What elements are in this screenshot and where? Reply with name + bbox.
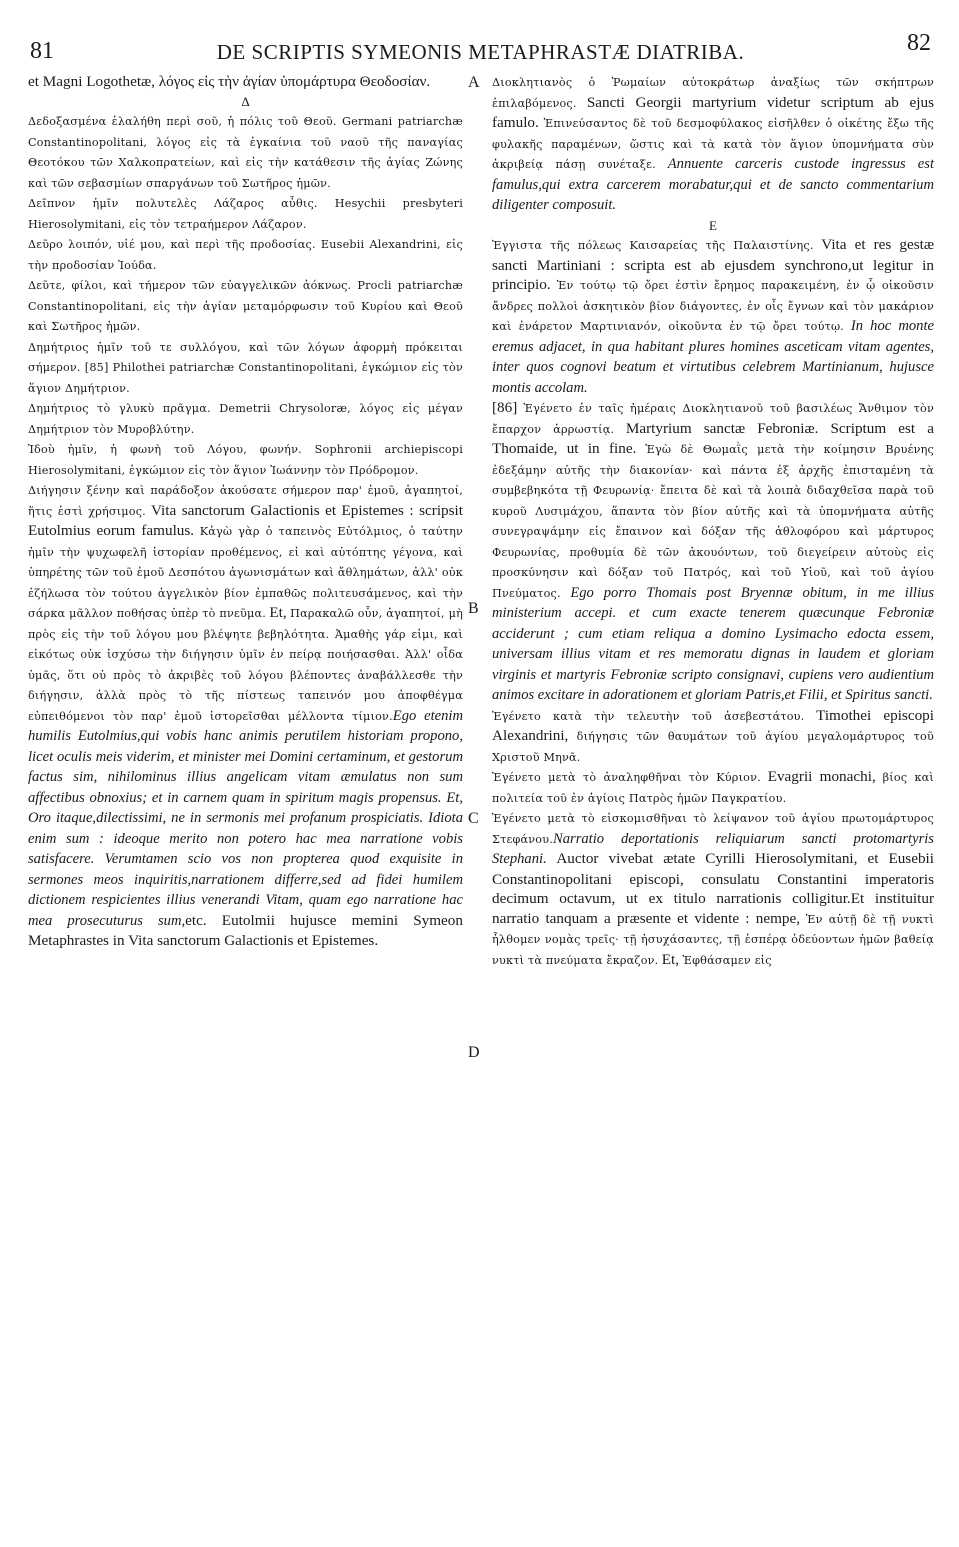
latin-translation: Ego porro Thomais post Bryennæ obitum, in me illius ministerium accepi. et cum exacte tenerem quæcunque Febroniæ acciderunt ; cum etiam reliqua a domino Lysimacho edocta essem, universam illius vitam et res memoratu dignas in laudem et gloriam virginis et martyris Febroniæ scripto consignavi, cupiens vero audientium animos excitare in adorationem et gloriam Patris,et Filii, et Spiritus sancti. [492,584,934,703]
margin-letter-a: A [468,74,480,91]
entry-paragraph [28,439,463,480]
greek-text: διήγησις τῶν θαυμάτων τοῦ ἁγίου μεγαλομάρτυρος τοῦ Χριστοῦ Μηνᾶ. [492,730,934,764]
entry-text: Δεῖπνον ἡμῖν πολυτελὲς Λάζαρος αὖθις. Hesychii presbyteri Hierosolymitani, εἰς τὸν τετραήμερον Λάζαρον. [28,197,463,231]
entry-text: et Magni Logothetæ, λόγος εἰς τὴν ἁγίαν ὑπομάρτυρα Θεοδοσίαν. [28,73,431,90]
greek-incipit: Ἐγένετο ἐν ταῖς ἡμέραις Διοκλητιανοῦ τοῦ βασιλέως Ἄνθιμον τὸν ἔπαρχον ἀρρωστίᾳ. [492,402,934,436]
entry-paragraph [28,234,463,275]
entry-text: Ἰδοὺ ἡμῖν, ἡ φωνὴ τοῦ Λόγου, φωνήν. Sophronii archiepiscopi Hierosolymitani, ἐγκώμιον εἰς τὸν ἅγιον Ἰωάννην τὸν Πρόδρομον. [28,443,463,477]
bracket-number: [86] [492,399,518,416]
latin-title: Timothei episcopi Alexandrini, [492,706,934,744]
greek-quote: Ἐπινεύσαντος δὲ τοῦ δεσμοφύλακος εἰσῆλθεν ὁ οἰκέτης ἔξω τῆς φυλακῆς παραμένων, ὥστις καὶ τὰ κατὰ τὸν ἅγιον ὑπομνήματα σὺν ἀκριβείᾳ πάσῃ συνέταξε. [492,117,934,171]
entry-paragraph [28,111,463,193]
entry-paragraph [28,398,463,439]
entry-paragraph [28,72,463,92]
entry-paragraph [492,235,934,398]
latin-text: etc. Eutolmii hujusce memini Symeon Metaphrastes in Vita sanctorum Galactionis et Epistemes. [28,911,463,949]
entry-paragraph [492,72,934,216]
entry-text: Δεῦρο λοιπόν, υἱέ μου, καὶ περὶ τῆς προδοσίας. Eusebii Alexandrini, εἰς τὴν προδοσίαν Ἰούδα. [28,238,463,272]
entry-paragraph [492,398,934,706]
entry-text: Δημήτριος τὸ γλυκὺ πρᾶγμα. Demetrii Chrysoloræ, λόγος εἰς μέγαν Δημήτριον τὸν Μυροβλύτην. [28,402,463,436]
entry-paragraph [28,275,463,337]
section-letter: Δ [241,93,250,109]
left-column [28,72,463,951]
greek-incipit: Ἐγένετο μετὰ τὸ ἀναληφθῆναι τὸν Κύριον. [492,771,761,784]
greek-quote: Ἐφθάσαμεν εἰς [682,953,772,967]
greek-quote: Ἐν τούτῳ τῷ ὄρει ἐστὶν ἔρημος παρακειμένη, ἐν ᾧ οἰκοῦσιν ἄνδρες πολλοὶ ἀσκητικὸν βίον διάγοντες, ἐν οἷς ἔγνων καὶ τὸν μακάριον καὶ ἐνάρετον Μαρτινιανόν, οἰκοῦντα ἐν τῷ ὄρει τούτῳ. [492,279,934,333]
latin-text: Et, [661,950,680,968]
entry-paragraph [492,767,934,808]
running-title: DE SCRIPTIS SYMEONIS METAPHRASTÆ DIATRIBA. [216,40,745,64]
greek-incipit: Ἐγγιστα τῆς πόλεως Καισαρείας τῆς Παλαιστίνης. [492,239,814,252]
entry-paragraph [28,480,463,951]
latin-title: Martyrium sanctæ Febroniæ. Scriptum est a Thomaide, ut in fine. [492,419,934,457]
greek-text: βίος καὶ πολιτεία τοῦ ἐν ἁγίοις Πατρὸς ἡμῶν Παγκρατίου. [492,771,934,805]
latin-text: Et, [269,604,287,621]
latin-title: Narratio deportationis reliquiarum sancti protomartyris Stephani. [492,830,934,867]
latin-translation: Annuente carceris custode ingressus est famulus,qui extra carcerem morabatur,qui et de sancto commentarium diligenter composuit. [492,156,935,213]
greek-incipit: Διοκλητιανὸς ὁ Ῥωμαίων αὐτοκράτωρ ἀναξίως τῶν σκήπτρων ἐπιλαβόμενος. [492,76,934,110]
entry-paragraph [492,706,934,768]
latin-title: Sancti Georgii martyrium videtur scriptum ab ejus famulo. [492,93,934,131]
latin-text: Auctor vivebat ætate Cyrilli Hierosolymitani, et Eusebii Constantinopolitani episcopi, consulatu Constantini imperatoris decimum octavum, ut ex titulo narrationis colligitur.Et instituitur narratio tanquam a præsente et vidente : nempe, [492,850,934,927]
latin-title: Evagrii monachi, [767,768,876,785]
entry-text: Δημήτριος ἡμῖν τοῦ τε συλλόγου, καὶ τῶν λόγων ἀφορμὴ πρόκειται σήμερον. [85] Philothei patriarchæ Constantinopolitani, ἐγκώμιον εἰς τὸν ἅγιον Δημήτριον. [28,340,463,395]
entry-paragraph [492,808,934,970]
latin-translation: In hoc monte eremus adjacet, in qua habitant plures homines asceticam vitam agentes, inter quos cognovi beatum et virtutibus celebrem Martinianum, hujusce montis accolam. [492,318,934,396]
running-header [30,30,931,70]
section-letter: E [709,217,717,233]
entry-paragraph [28,337,463,399]
latin-title: Vita sanctorum Galactionis et Epistemes : scripsit Eutolmius eorum famulus. [28,501,463,539]
margin-letter-c: C [468,810,479,827]
entry-text: Δεδοξασμένα ἐλαλήθη περὶ σοῦ, ἡ πόλις τοῦ Θεοῦ. Germani patriarchæ Constantinopolitani, λόγος εἰς τὰ ἐγκαίνια τοῦ ναοῦ τῆς παναγίας Θεοτόκου τῶν Χαλκοπρατείων, καὶ εἰς τὴν κατάθεσιν τῆς ἁγίας Ζώνης καὶ τῶν σεβασμίων σπαργάνων τοῦ Σωτῆρος ἡμῶν. [28,115,463,190]
margin-letter-d: D [468,1044,480,1061]
greek-quote: Ἐν αὐτῇ δὲ τῇ νυκτὶ ἦλθομεν νομὰς τρεῖς· τῇ ἡσυχάσαντες, τῇ ἑσπέρᾳ ὁδεύοντων ἡμῶν βαθείᾳ νυκτὶ τὰ πνεύματα ἔκραζον. [492,912,935,967]
latin-translation: Ego etenim humilis Eutolmius,qui vobis hanc animis perutilem historiam propono, licet oculis meis viderim, et minister mei Domini certaminum, et gestorum factus sim, nihilominus illius angelicam vitam æmulatus non sum affectibus obnoxius; et in carnem quam in spiritum magis propensus. Et, Oro itaque,dilectissimi, ne in sermonis mei profanum prospiciatis. Idiota enim sum : ideoque merito non potero hac mea narratione vobis satisfacere. Verumtamen scio vos non propterea quod exquisite in sermones meos inquiritis,narrationem differre,sed ad fidei humilem dictionem respicientes illius venerandi Vitam, quam ego narratione hac mea prosecuturus sum, [28,707,464,929]
greek-incipit: Ἐγένετο κατὰ τὴν τελευτὴν τοῦ ἀσεβεστάτου. [492,709,805,723]
entry-text: Δεῦτε, φίλοι, καὶ τήμερον τῶν εὐαγγελικῶν ἀόκνως. Procli patriarchæ Constantinopolitani, εἰς τὴν ἁγίαν μεταμόρφωσιν τοῦ Κυρίου καὶ Θεοῦ καὶ Σωτῆρος ἡμῶν. [28,279,463,333]
greek-quote: Ἐγὼ δὲ Θωμαῒς μετὰ τὴν κοίμησιν Βρυένης ἐδεξάμην αὐτῆς τὴν διακονίαν· καὶ πάντα ἐξ ἀρχῆς ἐπισταμένη τὰ συμβεβηκότα τῇ Φευρωνίᾳ· ἔπειτα δὲ καὶ τὰ λοιπὰ διδαχθεῖσα παρὰ τοῦ κυροῦ Λυσιμάχου, ἅπαντα τὸν βίον αὐτῆς καὶ τὰ ὑπομνήματα αὐτῆς συνεγραψάμην εἰς ἔπαινον καὶ δόξαν τῆς ἀθλοφόρου καὶ μάρτυρος Φευρωνίας, προθυμία δὲ τῶν ἀκουόντων, τοῦ διεγείρειν αὐτοὺς εἰς προσκύνησιν καὶ δόξαν τοῦ Πατρός, καὶ τοῦ Υἱοῦ, καὶ τοῦ ἁγίου Πνεύματος. [492,443,934,600]
greek-quote: Παρακαλῶ οὖν, ἀγαπητοί, μὴ πρὸς εἰς τὴν τοῦ λόγου μου βλέψητε βεβηλότητα. Ἀμαθὴς γάρ εἰμι, καὶ εἰκότως οὐκ ἰσχύσω τὴν διήγησιν ὑμῖν ἐν πείρᾳ ποιήσασθαι. Ἀλλ' οἶδα ὑμᾶς, ὅτι οὐ πρὸς τὸ ἀκριβὲς τοῦ λόγου βλέποντες ἀναβάλλεσθε τὴν διήγησιν, ἀλλὰ πρὸς τὸ τῆς πίστεως ταπεινόν μου ἀποφθέγμα εὐπειθόμενοι τὸν παρ' ἐμοῦ ἱστορεῖσθαι μέλλοντα τίμιον. [28,607,463,723]
margin-letter-b: B [468,600,479,617]
page-number-left: 81 [30,38,54,64]
page-number-right: 82 [907,30,931,56]
latin-title: Vita et res gestæ sancti Martiniani : scripta est ab ejusdem synchrono,ut legitur in principio. [492,236,934,293]
greek-incipit: Διήγησιν ξένην καὶ παράδοξον ἀκούσατε σήμερον παρ' ἐμοῦ, ἀγαπητοί, ἥτις ἐστὶ χρήσιμος. [28,484,463,518]
right-column [492,72,934,970]
greek-incipit: Ἐγένετο μετὰ τὸ εἰσκομισθῆναι τὸ λείψανον τοῦ ἁγίου πρωτομάρτυρος Στεφάνου. [492,812,934,846]
greek-quote: Κἀγὼ γὰρ ὁ ταπεινὸς Εὐτόλμιος, ὁ ταύτην ἡμῖν τὴν ψυχωφελῆ ἱστορίαν προθέμενος, εἰ καὶ αὐτόπτης γέγονα, καὶ ὑπηρέτης τῶν τοῦ ἐμοῦ Δεσπότου ἀγωνισμάτων καὶ ἄθλημάτων, ἀλλ' οὐκ ἐζήλωσα τὸν τούτου ἀγγελικὸν βίον ἐμπαθῶς πολιτευσάμενος, καὶ τὴν σάρκα μᾶλλον ποθήσας ὑπὲρ τὸ πνεῦμα. [28,525,464,620]
entry-paragraph [28,193,463,234]
